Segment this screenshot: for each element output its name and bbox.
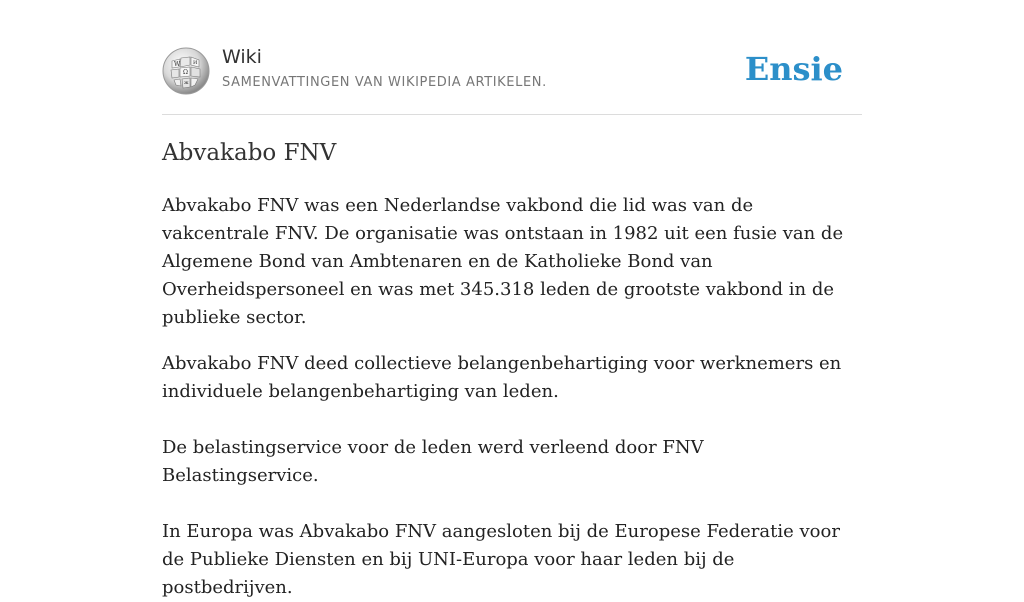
article-content — [162, 136, 852, 602]
article-title: Abvakabo FNV — [162, 140, 337, 166]
svg-text:ж: ж — [184, 80, 189, 86]
site-header — [162, 44, 862, 115]
svg-text:Ω: Ω — [183, 69, 188, 76]
article-paragraph: De belastingservice voor de leden werd verleend door FNV Belastingservice. — [162, 437, 704, 486]
site-name-link[interactable]: Wiki — [222, 46, 262, 68]
svg-text:W: W — [174, 61, 181, 68]
article-paragraph: Abvakabo FNV deed collectieve belangenbehartiging voor werknemers en individuele belangenbehartiging van leden. — [162, 353, 842, 402]
wikipedia-globe-icon[interactable] — [162, 47, 210, 95]
article-paragraph: Abvakabo FNV was een Nederlandse vakbond die lid was van de vakcentrale FNV. De organisatie was ontstaan in 1982 uit een fusie van de Algemene Bond van Ambtenaren en de Katholieke Bond van Overheidspersoneel en was met 345.318 leden de grootste vakbond in de publieke sector. — [162, 195, 844, 328]
svg-text:И: И — [193, 60, 198, 66]
site-tagline: SAMENVATTINGEN VAN WIKIPEDIA ARTIKELEN. — [222, 75, 547, 90]
article-paragraph: In Europa was Abvakabo FNV aangesloten bij de Europese Federatie voor de Publieke Diensten en bij UNI-Europa voor haar leden bij de postbedrijven. — [162, 521, 840, 598]
ensie-brand-logo[interactable]: Ensie — [744, 50, 843, 88]
